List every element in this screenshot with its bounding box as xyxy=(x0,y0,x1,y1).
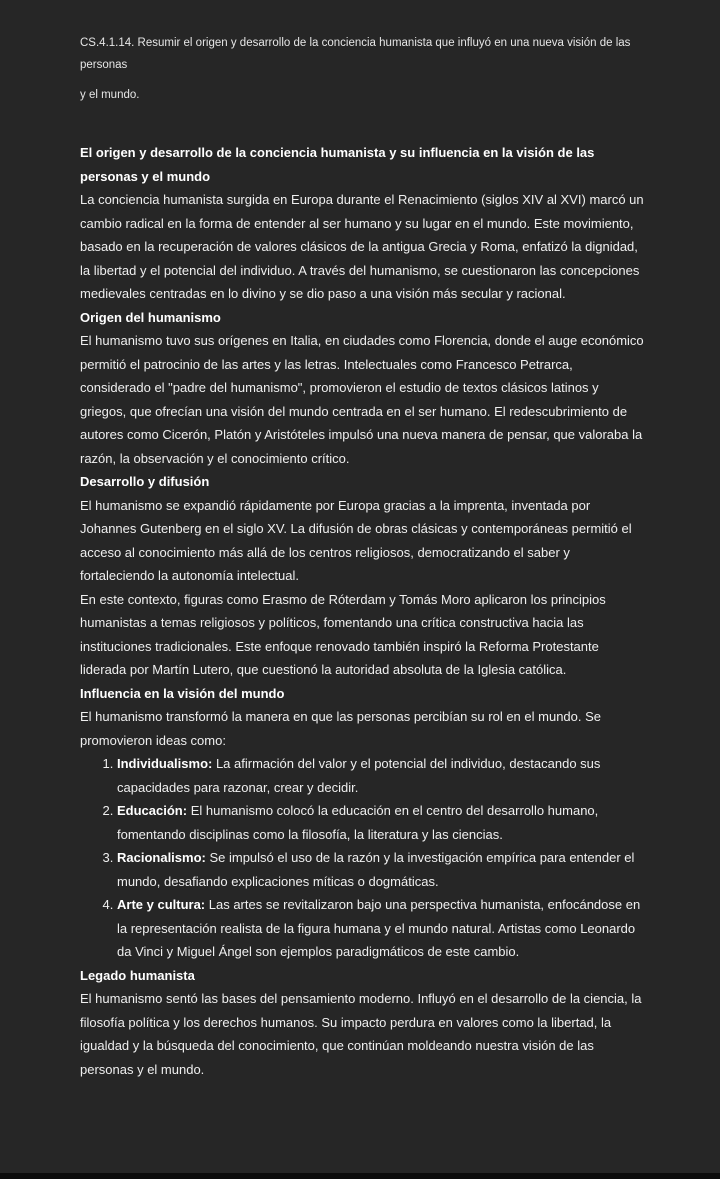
origin-paragraph: El humanismo tuvo sus orígenes en Italia, en ciudades como Florencia, donde el auge económico permitió el patrocinio de las artes y las letras. Intelectuales como Francesco Petrarca, considerado el "padre del humanismo", promovieron el estudio de textos clásicos latinos y griegos, que ofrecían una visión del mundo centrada en el ser humano. El redescubrimiento de autores como Cicerón, Platón y Aristóteles impulsó una nueva manera de pensar, que valoraba la razón, la observación y el conocimiento crítico. xyxy=(80,333,644,466)
list-item xyxy=(117,799,645,846)
list-item xyxy=(117,752,645,799)
idea-term: Racionalismo: xyxy=(117,850,206,865)
idea-text: Las artes se revitalizaron bajo una perspectiva humanista, enfocándose en la representación realista de la figura humana y el mundo natural. Artistas como Leonardo da Vinci y Miguel Ángel son ejemplos paradigmáticos de este cambio. xyxy=(117,897,641,959)
influence-heading: Influencia en la visión del mundo xyxy=(80,685,285,701)
legacy-heading: Legado humanista xyxy=(80,967,195,983)
objective-line-continued: y el mundo. xyxy=(80,89,140,101)
list-item xyxy=(117,893,645,964)
bottom-edge-bar xyxy=(0,1173,720,1179)
idea-text: Se impulsó el uso de la razón y la investigación empírica para entender el mundo, desafiando explicaciones míticas o dogmáticas. xyxy=(117,850,635,889)
idea-term: Individualismo: xyxy=(117,756,213,771)
ideas-list xyxy=(80,752,645,964)
idea-term: Educación: xyxy=(117,803,188,818)
development-paragraph-2: En este contexto, figuras como Erasmo de Róterdam y Tomás Moro aplicaron los principios humanistas a temas religiosos y políticos, fomentando una crítica constructiva hacia las instituciones tradicionales. Este enfoque renovado también inspiró la Reforma Protestante liderada por Martín Lutero, que cuestionó la autoridad absoluta de la Iglesia católica. xyxy=(80,591,606,677)
idea-text: La afirmación del valor y el potencial del individuo, destacando sus capacidades para razonar, crear y decidir. xyxy=(117,756,601,795)
development-heading: Desarrollo y difusión xyxy=(80,474,210,489)
idea-term: Arte y cultura: xyxy=(117,897,206,912)
intro-paragraph: La conciencia humanista surgida en Europa durante el Renacimiento (siglos XIV al XVI) marcó un cambio radical en la forma de entender al ser humano y su lugar en el mundo. Este movimiento, basado en la recuperación de valores clásicos de la antigua Grecia y Roma, enfatizó la dignidad, la libertad y el potencial del individuo. A través del humanismo, se cuestionaron las concepciones medievales centradas en lo divino y se dio paso a una visión más secular y racional. xyxy=(80,192,644,301)
origin-heading: Origen del humanismo xyxy=(80,309,221,325)
document-content xyxy=(80,32,645,1081)
influence-paragraph: El humanismo transformó la manera en que las personas percibían su rol en el mundo. Se promovieron ideas como: xyxy=(80,709,602,748)
legacy-paragraph: El humanismo sentó las bases del pensamiento moderno. Influyó en el desarrollo de la ciencia, la filosofía política y los derechos humanos. Su impacto perdura en valores como la libertad, la igualdad y la búsqueda del conocimiento, que continúan moldeando nuestra visión de las personas y el mundo. xyxy=(80,991,642,1077)
idea-text: El humanismo colocó la educación en el centro del desarrollo humano, fomentando disciplinas como la filosofía, la literatura y las ciencias. xyxy=(117,803,599,842)
list-item xyxy=(117,846,645,893)
objective-line: CS.4.1.14. Resumir el origen y desarrollo de la conciencia humanista que influyó en una nueva visión de las personas xyxy=(80,37,631,71)
article-title: El origen y desarrollo de la conciencia humanista y su influencia en la visión de las personas y el mundo xyxy=(80,145,595,184)
development-paragraph-1: El humanismo se expandió rápidamente por Europa gracias a la imprenta, inventada por Johannes Gutenberg en el siglo XV. La difusión de obras clásicas y contemporáneas permitió el acceso al conocimiento más allá de los centros religiosos, democratizando el saber y fortaleciendo la autonomía intelectual. xyxy=(80,497,632,583)
